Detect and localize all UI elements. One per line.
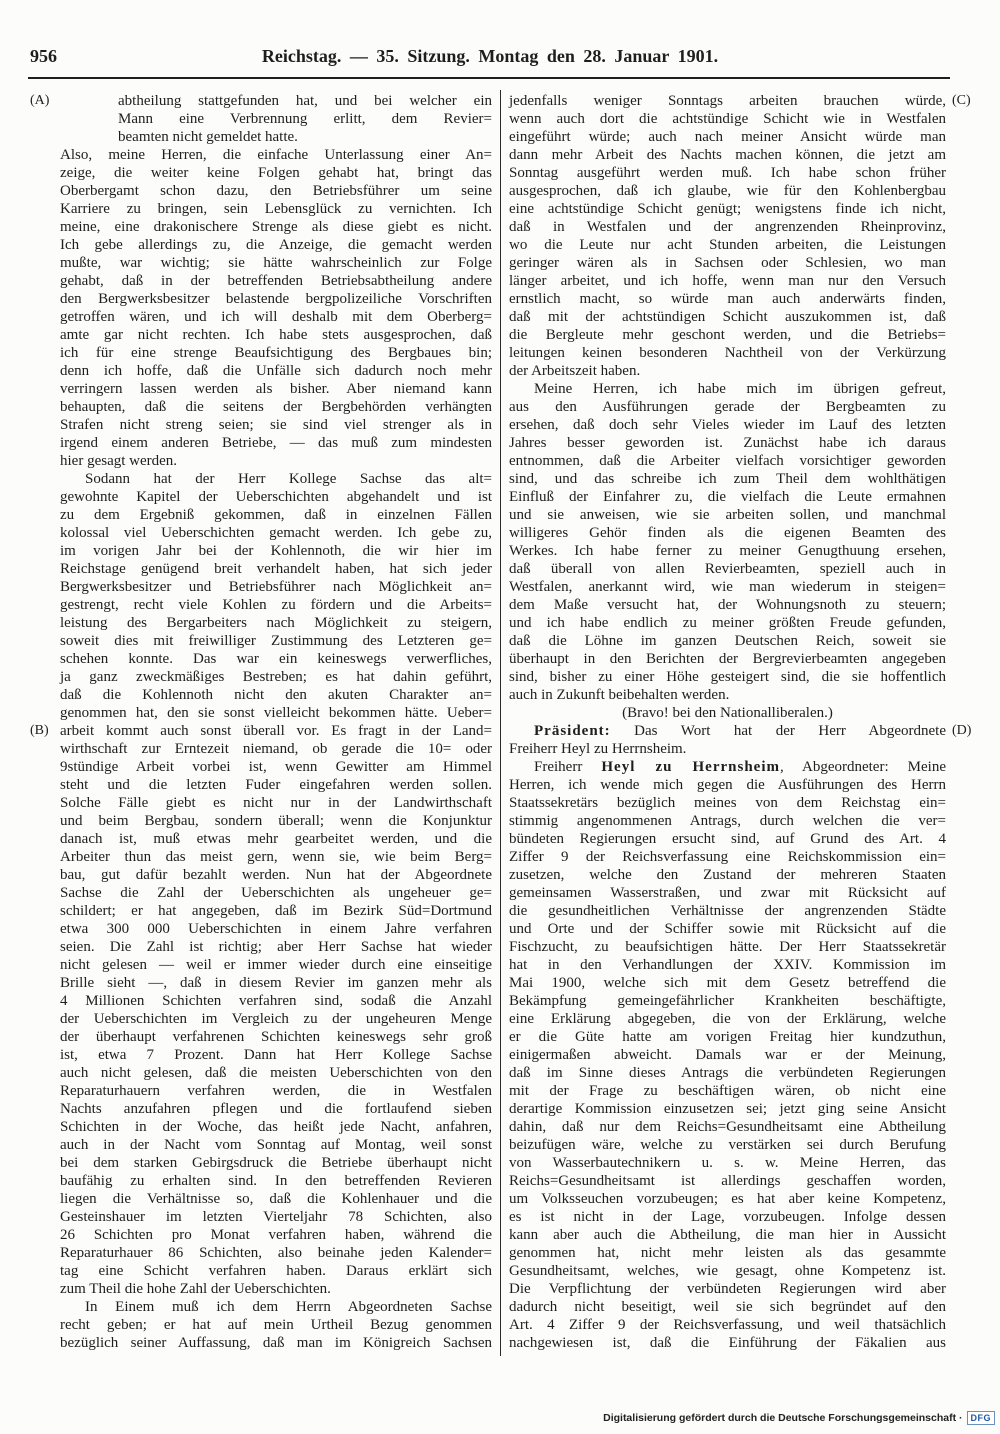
text-line: Reparaturhauern verfahren werden, die in Westfalen [60,1083,492,1099]
text-line: Karriere zu bringen, sein Lebensglück zu vernichten. Ich [60,201,492,217]
text-line: dahin, daß nur dem Reichs=Gesundheitsamt eine Abtheilung [509,1119,946,1135]
text-line: tag eine Schicht verfahren haben. Daraus erklärt sich [60,1263,492,1279]
margin-marker-a: (A) [30,93,50,108]
paragraph [509,722,946,758]
text-line: einigermaßen abweicht. Damals war er der Meinung, [509,1047,946,1063]
text-line: Strafen nicht streng seien; sie sind viel strenger als in [60,417,492,433]
text-line: seien. Die Zahl ist richtig; aber Herr Sachse hat wieder [60,939,492,955]
text-line: beizufügen wäre, welche zu verstärken sei durch Berufung [509,1137,946,1153]
text-line: 4 Millionen Schichten verfahren sind, sodaß die Anzahl [60,993,492,1009]
text-line: Einfluß der Einfahrer zu, die vielfach die Leute ermahnen [509,489,946,505]
speaker-name: Präsident: [534,723,611,739]
text-line: bei dem starken Gebirgsdruck die Betriebe überhaupt nicht [60,1155,492,1171]
paragraph [60,92,492,146]
text-line: aus den Ausführungen gerade der Bergbeamten zu [509,399,946,415]
text-line: daß die Kohlennoth nicht den akuten Charakter an= [60,687,492,703]
text-line: zum Theil die hohe Zahl der Ueberschichten. [60,1281,331,1297]
text-line: wirthschaft zur Erntezeit niemand, ob gerade die 10= oder [60,741,492,757]
text-line: ersehen, daß doch sehr Vieles wieder im Lauf des letzten [509,417,946,433]
text-segment: , Abgeordneter: Meine [780,759,947,775]
text-line: Herren, ich wende mich gegen die Ausführungen des Herrn [509,777,946,793]
text-line: willigeres Gehör finden als die eigenen Beamten des [509,525,946,541]
text-line: dadurch nicht beseitigt, weil sie sich begründet auf den [509,1299,946,1315]
text-line: eine Erklärung abgegeben, die von der Erklärung, welche [509,1011,946,1027]
text-line: Die Verpflichtung der verbündeten Regierungen wird aber [509,1281,946,1297]
text-line: Gesteinshauer im letzten Vierteljahr 78 Schichten, also [60,1209,492,1225]
margin-marker-b: (B) [30,723,49,738]
text-line: dem Maße versucht hat, der Wohnungsnoth zu steuern; [509,597,946,613]
text-line: und beim Bergbau, sondern überall; wenn die Konjunktur [60,813,492,829]
text-segment: Freiherr [534,759,602,775]
text-line: etwa 300 000 Ueberschichten in einem Jahre verfahren [60,921,492,937]
text-line: daß mit der achtstündigen Schicht auszukommen ist, daß [509,309,946,325]
text-line: Freiherr Heyl zu Herrnsheim. [509,741,687,757]
text-line: hier gesagt werden. [60,453,178,469]
running-title: Reichstag. — 35. Sitzung. Montag den 28. Januar 1901. [261,46,719,66]
text-line: geringer wären als in Sachsen oder Schlesien, wo man [509,255,946,271]
paragraph [509,380,946,704]
text-line: daß überall von allen Revierbeamten, speziell auch in [509,561,946,577]
text-line: bezüglich seiner Auffassung, daß man im Königreich Sachsen [60,1335,492,1351]
text-line: liegen die Verhältnisse so, daß die Kohlenhauer und die [60,1191,492,1207]
text-line: nachgewiesen ist, daß die Einführung der Fäkalien aus [509,1335,946,1351]
text-line: ausgesprochen, daß ich glaube, wie für den Kohlenbergbau [509,183,946,199]
text-line: auch in Zukunft beibehalten werden. [509,687,730,703]
digitization-credit [603,1411,995,1425]
text-line: abtheilung stattgefunden hat, und bei welcher ein [118,93,492,109]
text-line: bündeten Regierungen ersucht sind, auf Grund des Art. 4 [509,831,946,847]
text-line: denn ich hoffe, daß die Unfälle sich dadurch noch mehr [60,363,492,379]
text-line: Werkes. Ich habe ferner zu meiner Genugthuung ersehen, [509,543,946,559]
text-line: daß im Sinne dieses Antrags die verbündeten Regierungen [509,1065,946,1081]
text-line: 26 Schichten pro Monat verfahren haben, während die [60,1227,492,1243]
text-line: In Einem muß ich dem Herrn Abgeordneten Sachse [85,1299,492,1315]
text-line: ist, etwa 7 Prozent. Dann hat Herr Kollege Sachse [60,1047,492,1063]
text-line: und ich habe endlich zu meiner größten Freude gefunden, [509,615,946,631]
text-line: auch nicht gelesen, daß die meisten Ueberschichten von den [60,1065,492,1081]
text-line: Ziffer 9 der Reichsverfassung eine Reichskommission ein= [509,849,946,865]
left-column [60,92,492,1352]
text-line: Sodann hat der Herr Kollege Sachse das alt= [85,471,492,487]
text-line: Sonntag ausgeführt werden muß. Ich habe schon früher [509,165,946,181]
text-line: um Volksseuchen vorzubeugen; es hat aber keine Kompetenz, [509,1191,946,1207]
text-line: stimmig angenommenen Antrags, durch welchen die ver= [509,813,946,829]
column-divider [500,90,501,1356]
text-line: irgend einem anderen Betriebe, — das muß zum mindesten [60,435,492,451]
text-line: gehabt, daß in der betreffenden Betriebsabtheilung andere [60,273,492,289]
text-line: beamten nicht gemeldet hatte. [118,129,298,145]
text-line: und sie anweisen, wie sie arbeiten sollen, und manchmal [509,507,946,523]
text-line: Bekämpfung gemeingefährlicher Krankheiten beschäftigte, [509,993,946,1009]
text-line: Bergwerksbesitzer und Betriebsführer nach Möglichkeit an= [60,579,492,595]
text-line: Solche Fälle giebt es nicht nur in der Landwirthschaft [60,795,492,811]
text-line: schildert; er hat angegeben, daß im Bezirk Süd=Dortmund [60,903,492,919]
text-line: genommen hat, nicht mehr leisten als das gesammte [509,1245,946,1261]
text-line: getroffen wären, und ich will deshalb mit dem Oberberg= [60,309,492,325]
text-line: Oberbergamt schon dazu, den Betriebsführer um seine [60,183,492,199]
text-line: Staatssekretärs bezüglich meines von dem Reichstag ein= [509,795,946,811]
text-line: Brille sieht —, daß in diesem Revier im ganzen mehr als [60,975,492,991]
text-line: zusetzen, welche den Zustand der mehreren Staaten [509,867,946,883]
right-column [509,92,946,1352]
text-line: dann mehr Arbeit des Nachts machen können, die jetzt am [509,147,946,163]
text-line: 9stündige Arbeit vorbei ist, wenn Gewitter am Himmel [60,759,492,775]
text-line: nicht gelesen — weil er immer wieder durch eine einseitige [60,957,492,973]
text-line: daß in Westfalen und der angrenzenden Rheinprovinz, [509,219,946,235]
text-line: die Bergleute mehr geschont werden, und die Betriebs= [509,327,946,343]
text-line: Gesundheitsamt, welches, wie gesagt, ohne Kompetenz ist. [509,1263,946,1279]
paragraph [509,758,946,1352]
text-line: ja ganz zweckmäßiges Bestreben; es hat dahin geführt, [60,669,492,685]
text-line: eingeführt würde; auch nach meiner Ansicht würde man [509,129,946,145]
text-line: gewohnte Kapitel der Ueberschichten abgehandelt und ist [60,489,492,505]
text-line: hat in den Verhandlungen der XXIV. Kommission im [509,957,946,973]
text-line: und Orte und der Schiffer sowie mit Rücksicht auf die [509,921,946,937]
text-line: mußte, war wichtig; sie hätte wahrscheinlich zur Folge [60,255,492,271]
text-line: Arbeiter thun das meist gern, wenn sie, wie beim Berg= [60,849,492,865]
margin-marker-c: (C) [952,93,971,108]
text-line: Mai 1900, welche sich mit dem Gesetz betreffend die [509,975,946,991]
text-line: danach ist, muß etwas mehr gearbeitet werden, und die [60,831,492,847]
text-line: kann aber auch die Abtheilung, die man hier in Aussicht [509,1227,946,1243]
paragraph [509,704,946,722]
text-line: den Bergwerksbesitzer belastende bergpolizeiliche Vorschriften [60,291,492,307]
paragraph [509,92,946,380]
paragraph [60,470,492,1298]
text-line: der überhaupt verfahrenen Schichten keineswegs sehr groß [60,1029,492,1045]
text-line: eine achtstündige Schicht genügt; wenigstens finde ich nicht, [509,201,946,217]
text-line: Westfalen, anerkannt wird, wie man wiederum in steigen= [509,579,946,595]
text-line: länger arbeitet, und ich hoffe, wenn man nur den Versuch [509,273,946,289]
text-line: der Arbeitszeit haben. [509,363,641,379]
text-line: Fischzucht, zu beaufsichtigen hätte. Der Herr Staatssekretär [509,939,946,955]
text-line: gestrengt, recht viele Kohlen zu fördern und die Arbeits= [60,597,492,613]
header-rule [28,77,950,79]
text-line: wo die Leute nur acht Stunden arbeiten, die Leistungen [509,237,946,253]
text-line: Ich gebe allerdings zu, die Anzeige, die gemacht werden [60,237,492,253]
text-line: er die Güte hatte am vorigen Freitag hier kundzuthun, [509,1029,946,1045]
text-line: Also, meine Herren, die einfache Unterlassung einer An= [60,147,492,163]
text-line [509,722,946,740]
text-line: steht und die letzten Fuder eingefahren werden sollen. [60,777,492,793]
text-line: Reichs=Gesundheitsamt ist allerdings geschaffen worden, [509,1173,946,1189]
text-line: Sachse die Zahl der Ueberschichten als ungeheuer ge= [60,885,492,901]
paragraph [60,1298,492,1352]
text-line: behaupten, daß die seitens der Bergbehörden verhängten [60,399,492,415]
text-line: (Bravo! bei den Nationalliberalen.) [622,705,833,721]
text-line: Schichten in der Woche, das heißt jede Nacht, anfahren, [60,1119,492,1135]
speaker-name: Heyl zu Herrnsheim [601,759,780,775]
text-line: amte gar nicht rechten. Ich habe stets ausgesprochen, daß [60,327,492,343]
text-line: zu dem Ergebniß gekommen, daß in einzelnen Fällen [60,507,492,523]
text-line: wenn auch dort die achtstündige Schicht wie in Westfalen [509,111,946,127]
text-line: zeige, die weiter keine Folgen gehabt hat, bringt das [60,165,492,181]
text-line: im vorigen Jahr bei der Kohlennoth, die wir hier im [60,543,492,559]
text-line: schehen konnte. Das war ein keineswegs verwerfliches, [60,651,492,667]
text-line: die gesundheitlichen Verhältnisse der angrenzenden Städte [509,903,946,919]
text-line: derartige Kommission einzusetzen sei; jetzt ging seine Ansicht [509,1101,946,1117]
page-number: 956 [30,46,57,66]
text-line: gemeinsamen Wasserstraßen, und zwar mit Rücksicht auf [509,885,946,901]
text-line: meine, eine drakonischere Strenge als diese giebt es nicht. [60,219,492,235]
text-line: arbeit kommt auch sonst überall vor. Es fragt in der Land= [60,723,492,739]
text-line: Reparaturhauer 86 Schichten, also beinahe jeden Kalender= [60,1245,492,1261]
text-line: bau, gut dafür bezahlt werden. Nun hat der Abgeordnete [60,867,492,883]
text-line: kolossal viel Ueberschichten gemacht werden. Ich gebe zu, [60,525,492,541]
text-line: baufähig zu erhalten sind. In den betreffenden Revieren [60,1173,492,1189]
text-line: ernstlich macht, so würde man auch anderwärts finden, [509,291,946,307]
text-line: auch in der Nacht vom Sonntag auf Montag, weil sonst [60,1137,492,1153]
text-line: leistung des Bergarbeiters nach Möglichkeit zu steigern, [60,615,492,631]
text-line: von Wasserbautechnikern u. s. w. Meine Herren, das [509,1155,946,1171]
text-line: genommen hat, den sie sonst vielleicht bekommen hätte. Ueber= [60,705,492,721]
footer-text: Digitalisierung gefördert durch die Deutsche Forschungsgemeinschaft · [603,1412,963,1424]
text-line: entnommen, daß die Arbeiter vielfach vorsichtiger geworden [509,453,946,469]
dfg-logo-icon: DFG [967,1411,996,1425]
text-line: Mann eine Verbrennung erlitt, dem Revier= [118,111,492,127]
text-line: leitungen keinen besonderen Nachtheil von der Verkürzung [509,345,946,361]
text-line: es ist nicht in der Lage, vorzubeugen. Infolge dessen [509,1209,946,1225]
text-line: mit der Frage zu beschäftigen wären, ob nicht eine [509,1083,946,1099]
text-segment: Das Wort hat der Herr Abgeordnete [610,723,946,739]
text-line: sind, und das schreibe ich zum Theil dem wohlthätigen [509,471,946,487]
text-line: Nachts anzufahren pflegen und die fortlaufend sieben [60,1101,492,1117]
text-line: Meine Herren, ich habe mich im übrigen gefreut, [534,381,946,397]
text-line: daß die Löhne im ganzen Deutschen Reich, soweit sie [509,633,946,649]
text-line: Jahres besser geworden ist. Zunächst habe ich daraus [509,435,946,451]
text-line: Art. 4 Ziffer 9 der Reichsverfassung, und weil thatsächlich [509,1317,946,1333]
text-line: ich für eine strenge Beaufsichtigung des Bergbaues bin; [60,345,492,361]
text-line: soweit dies mit freiwilliger Zustimmung des Letzteren ge= [60,633,492,649]
margin-marker-d: (D) [952,723,972,738]
text-line: jedenfalls weniger Sonntags arbeiten brauchen würde, [509,93,946,109]
text-line: der Ueberschichten im Vergleich zu der ungeheuren Menge [60,1011,492,1027]
text-line: Reichstage genügend breit verhandelt haben, hat sich jeder [60,561,492,577]
text-line: sind, bisher zu einer Höhe gesteigert sind, die sie hoffentlich [509,669,946,685]
paragraph [60,146,492,470]
text-line: recht geben; er hat auf mein Urtheil Bezug genommen [60,1317,492,1333]
text-line: verringern lassen werden als bisher. Aber niemand kann [60,381,492,397]
text-line: überhaupt in den Berichten der Bergrevierbeamten angegeben [509,651,946,667]
text-line [509,758,946,776]
